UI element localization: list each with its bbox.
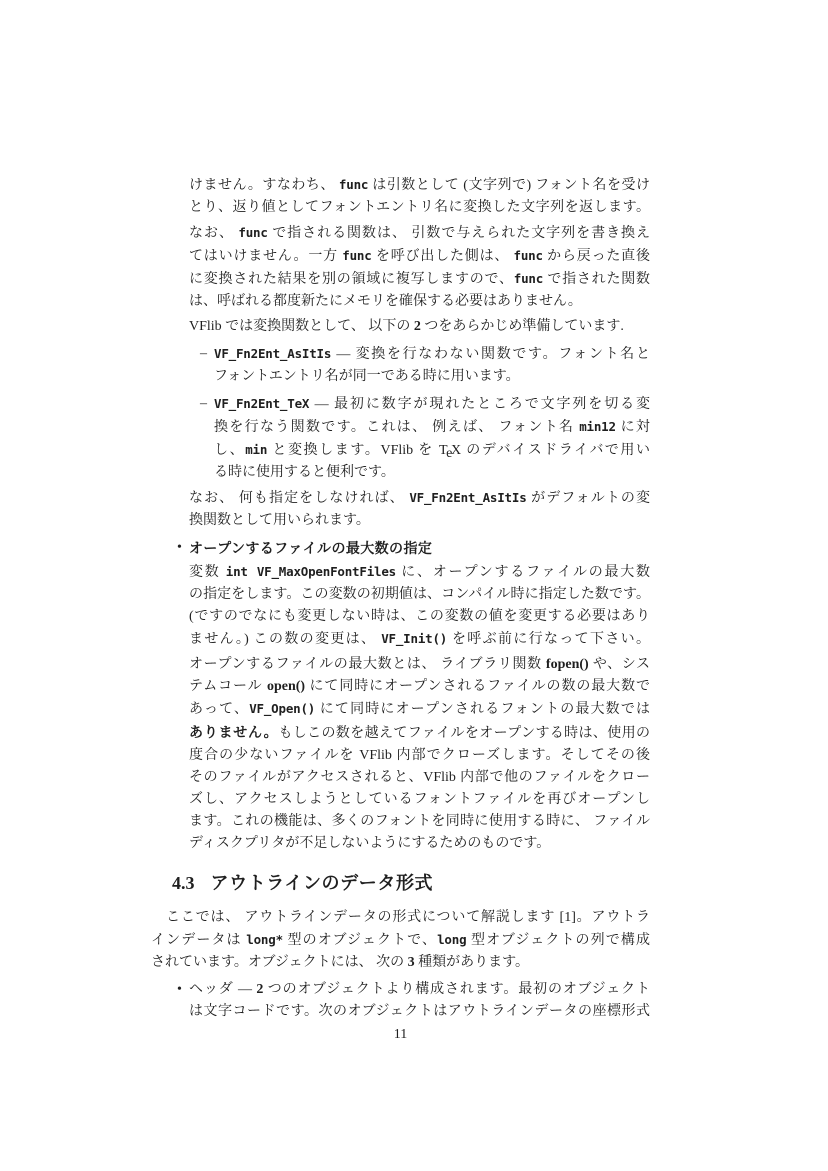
text-segment: の指定をします。この変数の初期値は、コンパイル時に指定した数です。 xyxy=(189,587,650,602)
text-segment: を呼び出した側は、 xyxy=(371,249,514,264)
text-segment: 2 xyxy=(256,982,264,997)
text-segment: ディスクプリタが不足しないようにするためのものです。 xyxy=(189,836,551,851)
list-item xyxy=(177,537,650,651)
text-segment: — 変換を行なわない関数です。フォント名と xyxy=(331,347,650,362)
text-line xyxy=(189,654,650,676)
text-segment: 変数 xyxy=(189,565,226,580)
text-segment: min xyxy=(245,442,268,457)
text-segment: func xyxy=(513,248,543,263)
dash-marker: – xyxy=(200,346,207,361)
paragraph xyxy=(189,316,650,338)
text-line xyxy=(189,1001,650,1023)
text-segment: オープンするファイルの最大数の指定 xyxy=(189,540,433,556)
text-line xyxy=(151,907,650,929)
text-line xyxy=(214,439,650,462)
list-item xyxy=(177,979,651,1023)
list-item xyxy=(200,393,650,484)
text-line xyxy=(189,767,650,789)
text-segment: にて同時にオープンされるファイルの数の最大数で xyxy=(305,679,650,694)
paragraph xyxy=(189,174,650,219)
text-segment: long xyxy=(437,932,467,947)
text-segment: long* xyxy=(246,932,283,947)
text-segment: に変換された結果を別の領域に複写しますので、 xyxy=(189,272,514,287)
text-line xyxy=(151,929,650,952)
text-line xyxy=(189,745,650,767)
list-item xyxy=(200,343,650,388)
text-segment: で指される関数は、 引数で与えられた文字列を書き換え xyxy=(267,226,651,241)
text-segment: は文字コードです。次のオブジェクトはアウトラインデータの座標形式 xyxy=(189,1004,650,1019)
bullet-marker: • xyxy=(177,982,182,997)
text-line xyxy=(189,584,650,606)
text-line xyxy=(200,343,650,366)
text-segment: VF_Fn2Ent_AsItIs xyxy=(214,346,332,361)
tex-logo-e: e xyxy=(446,446,453,462)
text-line xyxy=(189,487,650,510)
text-segment: min12 xyxy=(579,419,616,434)
text-segment: テムコール xyxy=(189,679,267,694)
text-segment: 換関数として用いられます。 xyxy=(189,513,370,528)
paragraph xyxy=(189,654,650,855)
text-segment: は引数として (文字列で) フォント名を受け xyxy=(368,178,651,193)
text-line xyxy=(189,268,650,291)
page-number: 11 xyxy=(393,1027,408,1042)
text-segment: 2 xyxy=(413,319,421,334)
section-heading xyxy=(172,871,650,895)
bullet-marker: • xyxy=(177,540,182,555)
text-line xyxy=(189,291,650,313)
text-segment: は、呼ばれる都度新たにメモリを確保する必要はありません。 xyxy=(189,294,582,309)
text-segment: そのファイルがアクセスされると、VFlib 内部で他のファイルをクロー xyxy=(189,770,650,785)
text-segment: VFlib では変換関数として、 以下の xyxy=(189,319,414,334)
text-segment: されています。オブジェクトには、 次の xyxy=(151,955,408,970)
tex-logo: TeX xyxy=(439,443,461,458)
text-segment: なお、 何も指定をしなければ、 xyxy=(189,491,410,506)
text-segment: 型のオブジェクトで、 xyxy=(282,933,438,948)
text-line xyxy=(189,197,650,219)
text-line xyxy=(177,979,651,1001)
document-body xyxy=(151,174,650,1023)
text-segment: 型オブジェクトの列で構成 xyxy=(466,933,650,948)
text-segment: インデータは xyxy=(151,933,247,948)
section-number: 4.3 xyxy=(172,873,195,893)
text-segment: func xyxy=(238,225,268,240)
text-line xyxy=(189,721,650,745)
text-line xyxy=(189,833,650,855)
text-segment: と変換します。VFlib を xyxy=(267,443,439,458)
text-segment: int VF_MaxOpenFontFiles xyxy=(225,564,397,579)
text-segment: func xyxy=(342,248,372,263)
text-segment: けません。すなわち、 xyxy=(189,178,339,193)
text-segment: に対 xyxy=(615,420,650,435)
text-segment: 3 xyxy=(407,955,415,970)
text-segment: func xyxy=(338,177,369,192)
text-line xyxy=(189,606,650,628)
text-segment: フォントエントリ名が同一である時に用います。 xyxy=(214,369,520,384)
text-line xyxy=(189,811,650,833)
text-segment: ヘッダ — xyxy=(189,982,257,997)
text-line xyxy=(214,366,650,388)
text-segment: つをあらかじめ準備しています. xyxy=(420,319,624,334)
text-segment: で指された関数 xyxy=(543,272,651,287)
text-segment: や、シス xyxy=(588,657,650,672)
text-segment: ます。これの機能は、多くのフォントを同時に使用する時に、 ファイル xyxy=(189,814,650,829)
text-segment: VF_Init() xyxy=(381,631,448,646)
text-segment: — 最初に数字が現れたところで文字列を切る変 xyxy=(309,397,650,412)
text-line xyxy=(189,628,650,651)
section-title: アウトラインのデータ形式 xyxy=(210,873,434,893)
text-segment: ズし、アクセスしようとしているフォントファイルを再びオープンし xyxy=(189,792,650,807)
text-line xyxy=(214,462,650,484)
text-line xyxy=(189,789,650,811)
text-segment: あって、 xyxy=(189,702,250,717)
text-segment: 種類があります。 xyxy=(414,955,530,970)
paragraph xyxy=(189,222,650,313)
text-segment: オープンするファイルの最大数とは、 ライブラリ関数 xyxy=(189,657,546,672)
text-line xyxy=(189,316,650,338)
text-line xyxy=(151,952,650,974)
text-segment: VF_Fn2Ent_TeX xyxy=(214,396,310,411)
text-segment: とり、返り値としてフォントエントリ名に変換した文字列を返します。 xyxy=(189,200,650,215)
text-segment: fopen() xyxy=(545,657,589,672)
text-segment: ありません。 xyxy=(189,724,279,740)
text-line xyxy=(189,698,650,721)
text-line xyxy=(189,510,650,532)
text-segment: VF_Fn2Ent_AsItIs xyxy=(409,490,527,505)
text-segment: にて同時にオープンされるフォントの最大数では xyxy=(315,702,650,717)
text-segment: なお、 xyxy=(189,226,239,241)
text-line xyxy=(189,561,650,584)
text-segment: がデフォルトの変 xyxy=(526,491,650,506)
dash-marker: – xyxy=(200,396,207,411)
text-segment: open() xyxy=(266,679,306,694)
text-segment: もしこの数を越えてファイルをオープンする時は、使用の xyxy=(278,726,650,741)
text-segment: る時に使用すると便利です。 xyxy=(214,465,395,480)
text-line xyxy=(189,174,650,197)
text-segment: func xyxy=(513,271,544,286)
text-line xyxy=(189,245,650,268)
text-segment: し、 xyxy=(214,443,246,458)
text-segment: に、オープンするファイルの最大数 xyxy=(396,565,650,580)
paragraph xyxy=(151,907,650,974)
text-segment: ここでは、 アウトラインデータの形式について解説します [1]。アウトラ xyxy=(166,910,650,925)
text-line xyxy=(200,393,650,416)
text-segment: (ですのでなにも変更しない時は、この変数の値を変更する必要はあり xyxy=(189,609,650,624)
text-line xyxy=(189,222,650,245)
text-segment: てはいけません。一方 xyxy=(189,249,343,264)
text-line xyxy=(189,676,650,698)
text-line xyxy=(214,416,650,439)
text-segment: を呼ぶ前に行なって下さい。 xyxy=(447,632,650,647)
text-segment: つのオブジェクトより構成されます。最初のオブジェクト xyxy=(263,982,651,997)
text-segment: 度合の少ないファイルを VFlib 内部でクローズします。そしてその後 xyxy=(189,748,650,763)
text-segment: のデバイスドライバで用い xyxy=(461,443,650,458)
text-line xyxy=(177,537,650,561)
text-segment: ません。) この数の変更は、 xyxy=(189,632,382,647)
text-segment: 換を行なう関数です。これは、 例えば、 フォント名 xyxy=(214,420,580,435)
paragraph xyxy=(189,487,650,532)
text-segment: から戻った直後 xyxy=(542,249,651,264)
text-segment: VF_Open() xyxy=(249,701,316,716)
